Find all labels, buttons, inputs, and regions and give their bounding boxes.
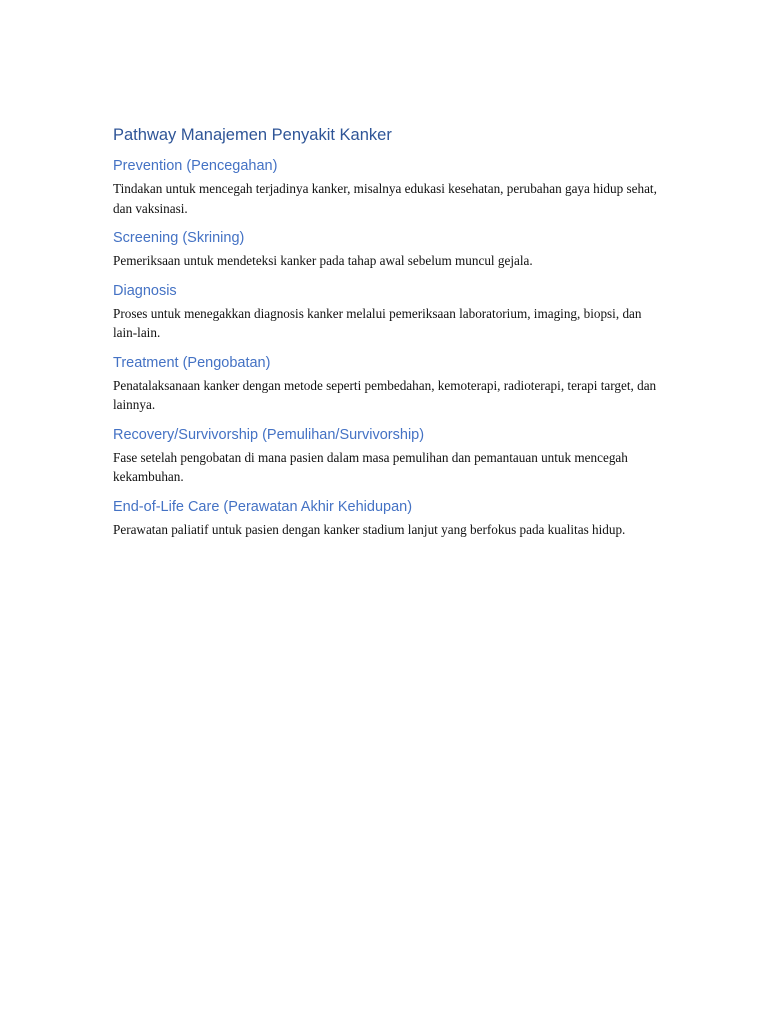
section-heading: Recovery/Survivorship (Pemulihan/Survivorship) <box>113 426 425 443</box>
section-heading: Diagnosis <box>113 282 177 299</box>
section-diagnosis <box>113 281 658 343</box>
section-treatment <box>113 353 658 415</box>
section-recovery-survivorship <box>113 425 658 487</box>
section-screening <box>113 228 658 271</box>
section-body-text: Tindakan untuk mencegah terjadinya kanker, misalnya edukasi kesehatan, perubahan gaya hidup sehat, dan vaksinasi. <box>113 181 657 216</box>
section-heading: Screening (Skrining) <box>113 230 245 246</box>
section-heading: Prevention (Pencegahan) <box>113 158 278 174</box>
document-title: Pathway Manajemen Penyakit Kanker <box>113 126 392 144</box>
section-body-text: Perawatan paliatif untuk pasien dengan kanker stadium lanjut yang berfokus pada kualitas hidup. <box>113 521 626 537</box>
section-body-text: Fase setelah pengobatan di mana pasien dalam masa pemulihan dan pemantauan untuk mencegah kekambuhan. <box>113 449 628 484</box>
section-body-text: Penatalaksanaan kanker dengan metode seperti pembedahan, kemoterapi, radioterapi, terapi target, dan lainnya. <box>113 377 657 412</box>
section-body-text: Proses untuk menegakkan diagnosis kanker melalui pemeriksaan laboratorium, imaging, biopsi, dan lain-lain. <box>113 305 642 340</box>
section-prevention <box>113 156 658 218</box>
section-end-of-life-care <box>113 497 658 540</box>
section-body-text: Pemeriksaan untuk mendeteksi kanker pada tahap awal sebelum muncul gejala. <box>113 253 533 268</box>
document-content <box>113 124 658 549</box>
section-heading: Treatment (Pengobatan) <box>113 354 271 371</box>
section-heading: End-of-Life Care (Perawatan Akhir Kehidupan) <box>113 498 413 515</box>
